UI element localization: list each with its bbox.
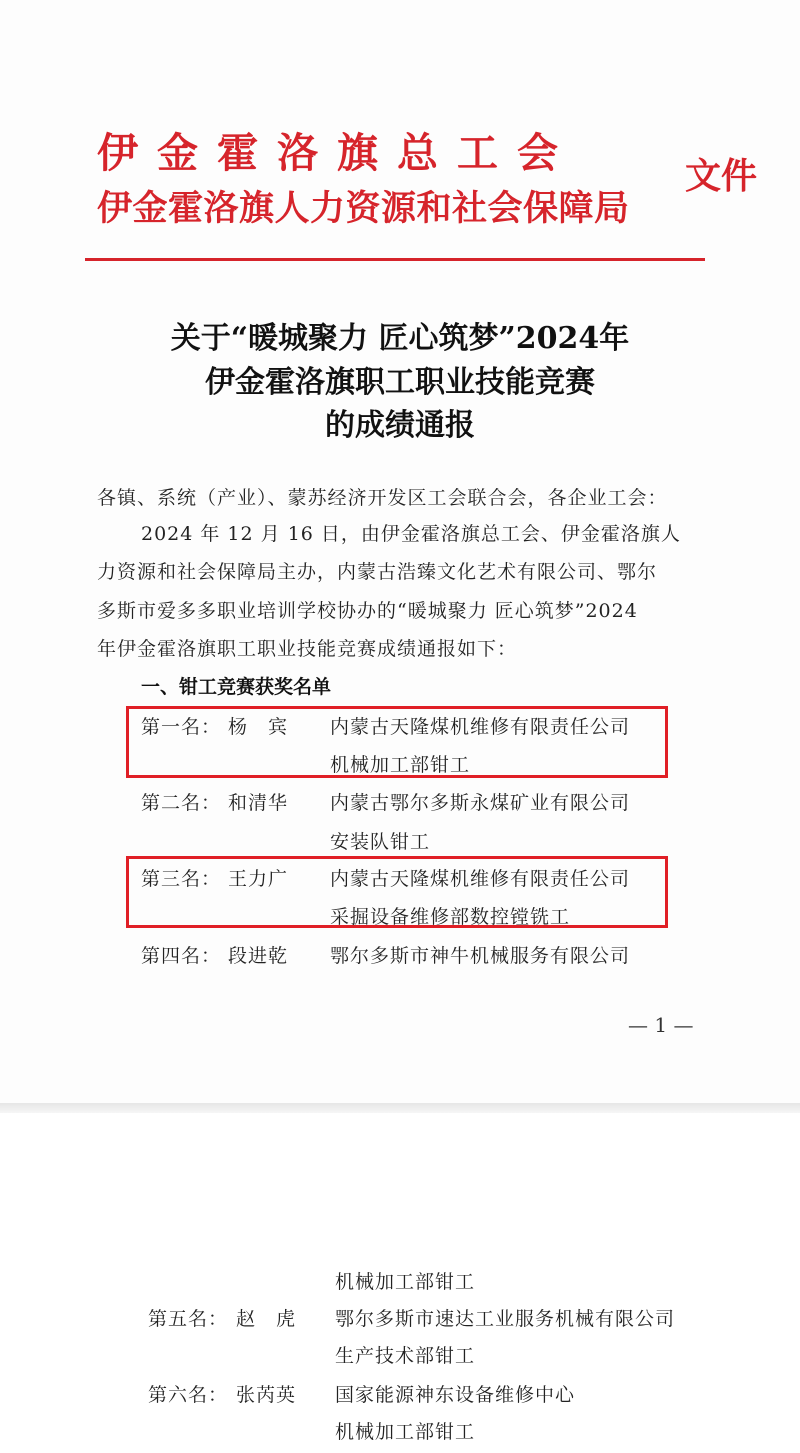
winner-dept: 采掘设备维修部数控镗铣工 [330,906,571,928]
paragraph-line: 多斯市爱多多职业培训学校协办的“暖城聚力 匠心筑梦”2024 [97,600,638,622]
winner-dept: 安装队钳工 [330,831,431,853]
issuer-line-2: 伊金霍洛旗人力资源和社会保障局 [97,189,630,229]
salutation: 各镇、系统（产业）、蒙苏经济开发区工会联合会，各企业工会： [97,487,668,509]
title-line-1: 关于“暖城聚力 匠心筑梦”2024年 [170,321,630,356]
issuer-line-1: 伊金霍洛旗总工会 [97,129,577,177]
paragraph-line: 2024 年 12 月 16 日，由伊金霍洛旗总工会、伊金霍洛旗人 [141,523,681,545]
winner-dept: 机械加工部钳工 [330,754,471,776]
red-header-rule [85,258,705,261]
highlight-box [126,706,668,778]
document-page-2 [0,1113,800,1453]
winner-name: 杨 宾 [228,716,289,738]
winner-dept: 生产技术部钳工 [335,1345,476,1367]
winner-dept: 机械加工部钳工 [335,1271,476,1293]
winner-org: 内蒙古天隆煤机维修有限责任公司 [330,868,631,890]
winner-rank: 第一名： [141,716,222,738]
paragraph-line: 年伊金霍洛旗职工职业技能竞赛成绩通报如下： [97,638,518,660]
section-heading: 一、钳工竞赛获奖名单 [141,676,332,698]
winner-name: 张芮英 [236,1384,297,1406]
winner-org: 国家能源神东设备维修中心 [335,1384,576,1406]
winner-name: 王力广 [228,868,289,890]
winner-org: 内蒙古天隆煤机维修有限责任公司 [330,716,631,738]
winner-rank: 第四名： [141,945,222,967]
winner-rank: 第六名： [148,1384,229,1406]
winner-rank: 第五名： [148,1308,229,1330]
page-separator [0,1103,800,1113]
winner-rank: 第二名： [141,792,222,814]
page-number: — 1 — [628,1013,694,1037]
winner-org: 内蒙古鄂尔多斯永煤矿业有限公司 [330,792,631,814]
winner-dept: 机械加工部钳工 [335,1421,476,1443]
document-type-label: 文件 [685,156,758,197]
winner-name: 和清华 [228,792,289,814]
winner-name: 段进乾 [228,945,289,967]
title-line-2: 伊金霍洛旗职工职业技能竞赛 [205,365,595,400]
winner-rank: 第三名： [141,868,222,890]
title-line-3: 的成绩通报 [325,408,475,443]
winner-org: 鄂尔多斯市神牛机械服务有限公司 [330,945,631,967]
winner-org: 鄂尔多斯市速达工业服务机械有限公司 [335,1308,676,1330]
winner-name: 赵 虎 [236,1308,297,1330]
highlight-box [126,856,668,928]
paragraph-line: 力资源和社会保障局主办，内蒙古浩臻文化艺术有限公司、鄂尔 [97,561,658,583]
